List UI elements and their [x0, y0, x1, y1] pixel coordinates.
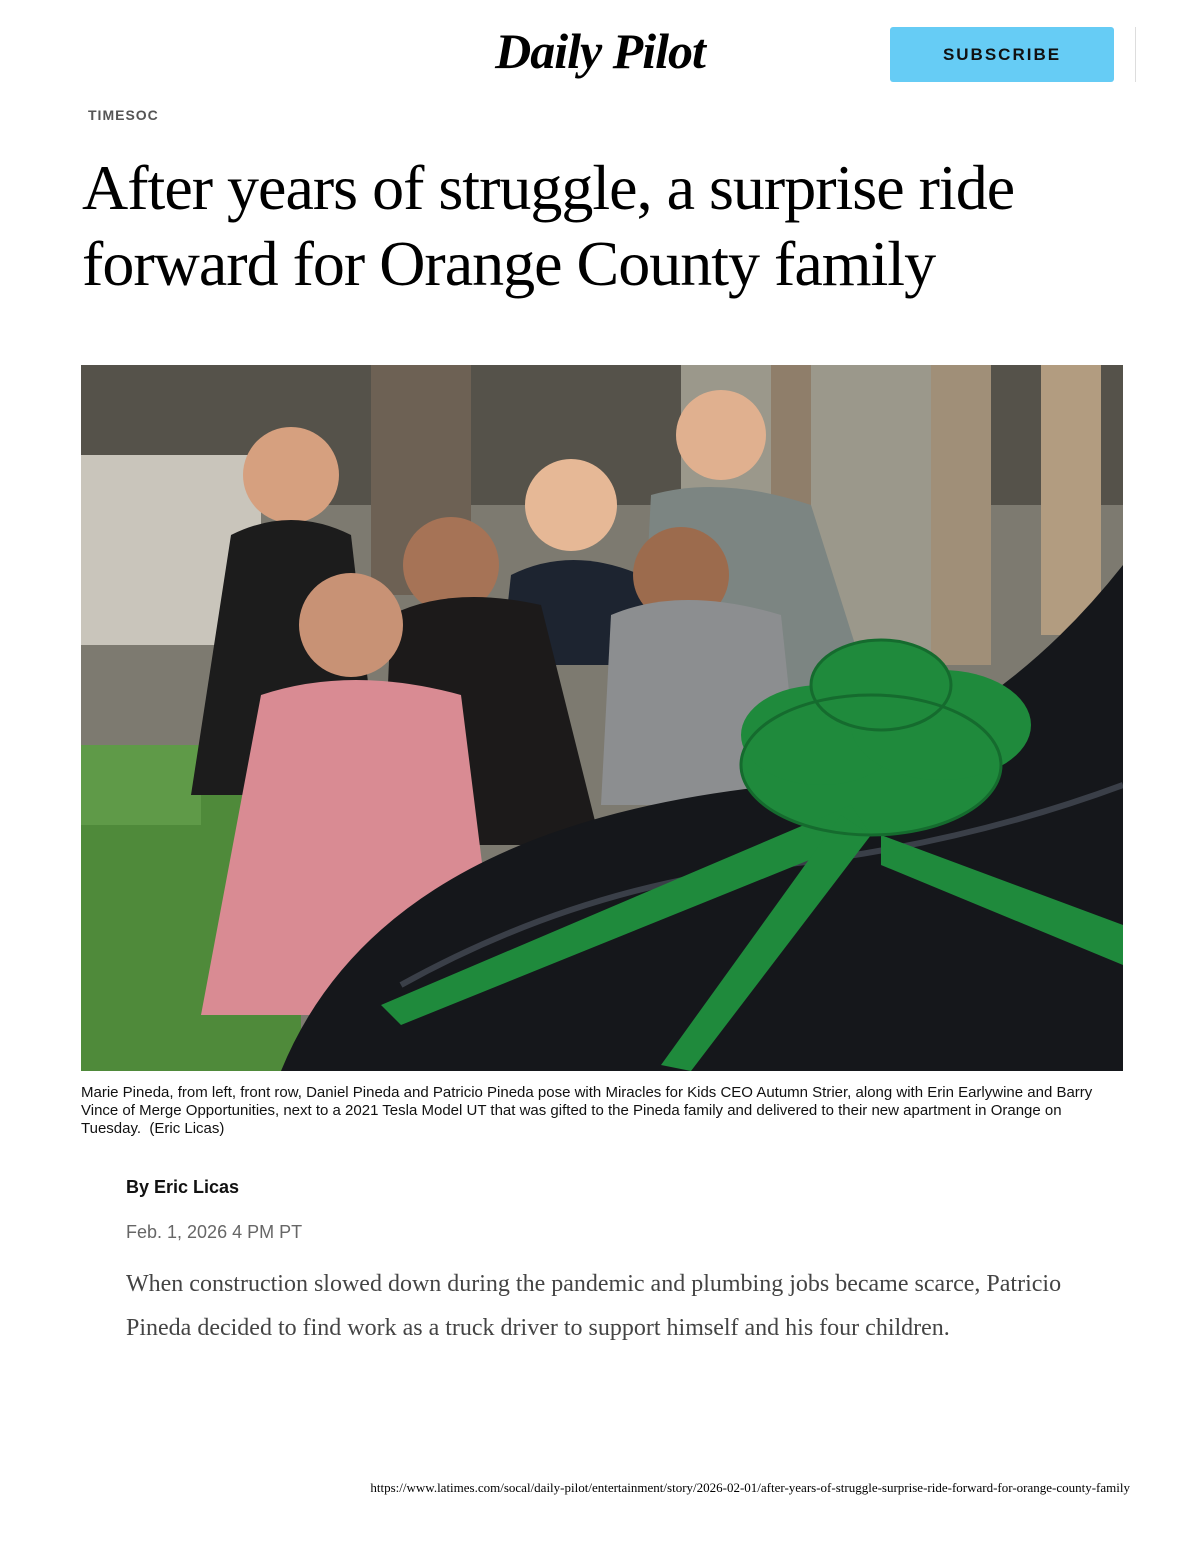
- section-label[interactable]: TIMESOC: [88, 107, 159, 123]
- site-logo[interactable]: Daily Pilot: [495, 23, 705, 79]
- page-url: https://www.latimes.com/socal/daily-pilot/entertainment/story/2026-02-01/after-years-of-struggle-surprise-ride-forward-for-orange-county-family: [370, 1480, 1130, 1495]
- masthead: [0, 0, 1200, 100]
- byline: [126, 1177, 239, 1198]
- author-link[interactable]: By Eric Licas: [126, 1177, 240, 1197]
- header-divider: [1135, 27, 1136, 82]
- publish-date: Feb. 1, 2026 4 PM PT: [126, 1222, 303, 1242]
- subscribe-button[interactable]: SUBSCRIBE: [890, 27, 1114, 82]
- lead-paragraph: When construction slowed down during the pandemic and plumbing jobs became scarce, Patricio Pineda decided to find work as a truck driver to support himself and his four children.: [126, 1271, 1062, 1341]
- caption-text: Marie Pineda, from left, front row, Daniel Pineda and Patricio Pineda pose with Miracles for Kids CEO Autumn Strier, along with Erin Earlywine and Barry Vince of Merge Opportunities, next to a 2021 Tesla Model UT that was gifted to the Pineda family and delivered to their new apartment in Orange on Tuesday.: [81, 1084, 1093, 1137]
- photo-caption: [81, 1084, 1123, 1138]
- lead-photo[interactable]: [81, 365, 1123, 1071]
- article-headline: After years of struggle, a surprise ride forward for Orange County family: [82, 152, 1015, 299]
- photo-credit: (Eric Licas): [149, 1120, 225, 1137]
